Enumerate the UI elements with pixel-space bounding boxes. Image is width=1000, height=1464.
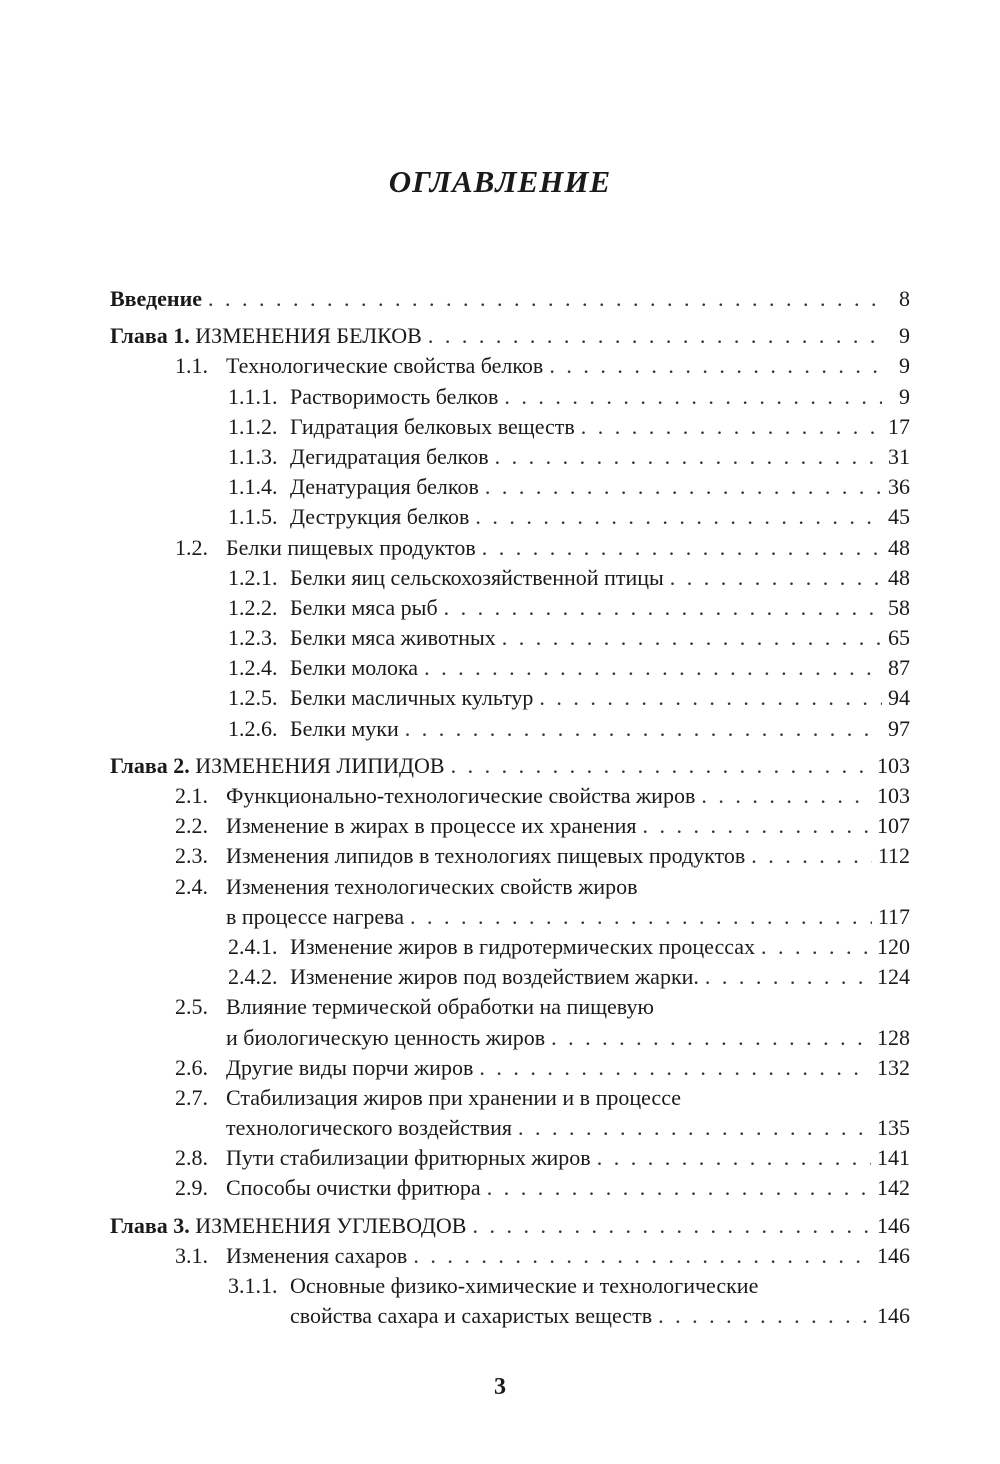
toc-entry-number: 1.2.6. (228, 715, 278, 741)
toc-entry-title (110, 751, 445, 781)
chapter-label: Глава 3. (110, 1212, 190, 1238)
toc-entry-page: 117 (877, 903, 910, 929)
dot-leader (502, 623, 882, 653)
toc-entry-number: 2.7. (175, 1084, 208, 1110)
dot-leader (495, 442, 882, 472)
toc-entry-page: 36 (888, 474, 910, 500)
toc-entry-title: Технологические свойства белков (226, 353, 544, 379)
toc-entry-number: 1.2.5. (228, 685, 278, 711)
toc-entry (0, 1271, 1000, 1301)
toc-entry (0, 321, 1000, 351)
toc-entry-title: свойства сахара и сахаристых веществ (290, 1303, 653, 1329)
toc-entry (0, 351, 1000, 381)
toc-entry-title: Дегидратация белков (290, 443, 489, 469)
toc-entry (0, 533, 1000, 563)
toc-entry-title: Пути стабилизации фритюрных жиров (226, 1145, 591, 1171)
toc-entry (0, 284, 1000, 314)
toc-entry (0, 683, 1000, 713)
dot-leader (539, 683, 882, 713)
toc-entry-number: 2.4.2. (228, 964, 278, 990)
toc-entry-page: 128 (877, 1024, 910, 1050)
toc-entry-title: Способы очистки фритюра (226, 1175, 481, 1201)
dot-leader (482, 533, 882, 563)
toc-entry-page: 146 (877, 1242, 910, 1268)
dot-leader (518, 1113, 871, 1143)
toc-entry-number: 1.1.2. (228, 413, 278, 439)
toc-entry (0, 593, 1000, 623)
table-of-contents (0, 284, 1000, 1331)
toc-entry-number: 2.1. (175, 783, 208, 808)
toc-entry-number: 1.2.1. (228, 564, 278, 590)
chapter-title: ИЗМЕНЕНИЯ БЕЛКОВ (189, 323, 422, 349)
toc-entry-title: Стабилизация жиров при хранении и в процессе (226, 1084, 681, 1110)
dot-leader (751, 841, 872, 871)
toc-entry-page: 146 (877, 1303, 910, 1329)
toc-entry (0, 472, 1000, 502)
dot-leader (705, 962, 871, 992)
chapter-title: ИЗМЕНЕНИЯ ЛИПИДОВ (189, 752, 445, 778)
toc-entry (0, 1241, 1000, 1271)
toc-entry-title: Белки яиц сельскохозяйственной птицы (290, 564, 664, 590)
toc-entry-page: 9 (899, 323, 910, 349)
toc-entry-page: 94 (888, 685, 910, 711)
toc-entry-number: 1.1.5. (228, 504, 278, 530)
toc-entry-title: и биологическую ценность жиров (226, 1024, 546, 1050)
dot-leader (485, 472, 882, 502)
toc-entry-title (110, 284, 202, 314)
toc-entry-page: 120 (877, 933, 910, 959)
toc-entry-title: Изменения технологических свойств жиров (226, 873, 638, 899)
toc-entry-page: 58 (888, 594, 910, 620)
toc-entry-page: 124 (877, 964, 910, 990)
toc-entry-page: 142 (877, 1175, 910, 1201)
toc-entry-page: 65 (888, 625, 910, 651)
toc-entry-title: в процессе нагрева (226, 903, 404, 929)
toc-entry-page: 103 (877, 783, 910, 808)
toc-entry-title: Белки молока (290, 655, 419, 681)
toc-entry-title (110, 1211, 466, 1241)
toc-entry-title: Белки мяса рыб (290, 594, 438, 620)
toc-entry-number: 2.3. (175, 843, 208, 869)
toc-entry-title: технологического воздействия (226, 1115, 512, 1141)
toc-entry-number: 2.4. (175, 873, 208, 899)
dot-leader (642, 811, 871, 841)
toc-entry (0, 442, 1000, 472)
toc-entry-page: 48 (888, 564, 910, 590)
toc-entry-title: Гидратация белковых веществ (290, 413, 575, 439)
toc-entry-page: 48 (888, 534, 910, 560)
toc-entry (0, 811, 1000, 841)
toc-entry (0, 781, 1000, 811)
toc-entry (0, 872, 1000, 902)
toc-entry (0, 841, 1000, 871)
dot-leader (551, 1023, 871, 1053)
toc-entry-number: 1.2. (175, 534, 208, 560)
dot-leader (581, 412, 882, 442)
dot-leader (597, 1143, 871, 1173)
toc-entry-title: Денатурация белков (290, 474, 479, 500)
dot-leader (761, 932, 871, 962)
toc-entry-page: 9 (899, 383, 910, 409)
toc-entry-page: 146 (877, 1212, 910, 1238)
toc-entry (0, 1173, 1000, 1203)
dot-leader (475, 502, 882, 532)
toc-entry-page: 107 (877, 813, 910, 839)
toc-entry-number: 1.1.1. (228, 383, 278, 409)
toc-entry-title: Влияние термической обработки на пищевую (226, 994, 654, 1020)
toc-entry (0, 1053, 1000, 1083)
dot-leader (428, 321, 882, 351)
dot-leader (658, 1301, 871, 1331)
toc-entry-title: Деструкция белков (290, 504, 470, 530)
toc-entry-number: 1.1. (175, 353, 208, 379)
toc-entry-number: 1.2.3. (228, 625, 278, 651)
toc-entry-number: 2.9. (175, 1175, 208, 1201)
toc-entry-page: 141 (877, 1145, 910, 1171)
toc-entry (0, 962, 1000, 992)
toc-entry-page: 135 (877, 1115, 910, 1141)
toc-entry-number: 1.1.3. (228, 443, 278, 469)
dot-leader (487, 1173, 871, 1203)
toc-entry-number: 2.8. (175, 1145, 208, 1171)
toc-entry (0, 502, 1000, 532)
toc-entry-title: Изменения липидов в технологиях пищевых продуктов (226, 843, 746, 869)
toc-entry-number: 2.5. (175, 994, 208, 1020)
dot-leader (670, 563, 882, 593)
toc-entry (0, 623, 1000, 653)
dot-leader (410, 902, 872, 932)
toc-entry (0, 1113, 1000, 1143)
dot-leader (701, 781, 871, 811)
toc-entry-title: Белки муки (290, 715, 399, 741)
page-title: ОГЛАВЛЕНИЕ (388, 164, 612, 199)
toc-entry (0, 412, 1000, 442)
toc-entry-title: Белки пищевых продуктов (226, 534, 476, 560)
toc-entry-page: 9 (899, 353, 910, 379)
toc-entry (0, 1143, 1000, 1173)
dot-leader (472, 1211, 871, 1241)
toc-entry-title: Основные физико-химические и технологические (290, 1273, 759, 1298)
dot-leader (444, 593, 882, 623)
toc-entry (0, 1023, 1000, 1053)
toc-entry (0, 714, 1000, 744)
toc-entry-page: 45 (888, 504, 910, 530)
chapter-title: ИЗМЕНЕНИЯ УГЛЕВОДОВ (189, 1212, 467, 1238)
toc-entry-page: 87 (888, 655, 910, 681)
toc-entry-number: 1.2.4. (228, 655, 278, 681)
toc-entry-title: Белки мяса животных (290, 625, 496, 651)
toc-entry-title: Изменение жиров под воздействием жарки. (290, 964, 699, 990)
dot-leader (479, 1053, 871, 1083)
toc-entry (0, 563, 1000, 593)
page-number: 3 (494, 1374, 506, 1400)
toc-entry-page: 17 (888, 413, 910, 439)
toc-entry-title: Изменения сахаров (226, 1242, 408, 1268)
toc-entry-number: 1.2.2. (228, 594, 278, 620)
dot-leader (424, 653, 882, 683)
toc-entry (0, 992, 1000, 1022)
toc-entry-title: Растворимость белков (290, 383, 499, 409)
toc-entry (0, 382, 1000, 412)
dot-leader (549, 351, 882, 381)
toc-entry-page: 112 (877, 843, 910, 869)
toc-entry-title: Изменение жиров в гидротермических процессах (290, 933, 756, 959)
toc-entry-page: 132 (877, 1054, 910, 1080)
toc-entry-title: Другие виды порчи жиров (226, 1054, 474, 1080)
toc-entry (0, 902, 1000, 932)
toc-entry-page: 103 (877, 752, 910, 778)
chapter-label: Глава 1. (110, 323, 190, 349)
dot-leader (504, 382, 882, 412)
chapter-label: Глава 2. (110, 752, 190, 778)
toc-entry (0, 653, 1000, 683)
toc-entry-title: Белки масличных культур (290, 685, 534, 711)
toc-entry (0, 932, 1000, 962)
toc-entry-number: 1.1.4. (228, 474, 278, 500)
toc-entry-title (110, 321, 422, 351)
toc-entry-number: 2.2. (175, 813, 208, 839)
toc-entry-title: Изменение в жирах в процессе их хранения (226, 813, 637, 839)
toc-entry-number: 2.4.1. (228, 933, 278, 959)
dot-leader (413, 1241, 871, 1271)
toc-entry-page: 97 (888, 715, 910, 741)
toc-entry (0, 1211, 1000, 1241)
chapter-label: Введение (110, 286, 203, 311)
toc-entry-number: 3.1.1. (228, 1273, 278, 1298)
dot-leader (208, 284, 882, 314)
dot-leader (451, 751, 871, 781)
toc-entry-number: 3.1. (175, 1242, 208, 1268)
toc-entry (0, 1083, 1000, 1113)
toc-entry (0, 751, 1000, 781)
toc-entry-page: 31 (888, 443, 910, 469)
toc-entry (0, 1301, 1000, 1331)
toc-entry-title: Функционально-технологические свойства жиров (226, 783, 696, 808)
toc-entry-number: 2.6. (175, 1054, 208, 1080)
toc-entry-page: 8 (899, 286, 910, 311)
dot-leader (405, 714, 882, 744)
